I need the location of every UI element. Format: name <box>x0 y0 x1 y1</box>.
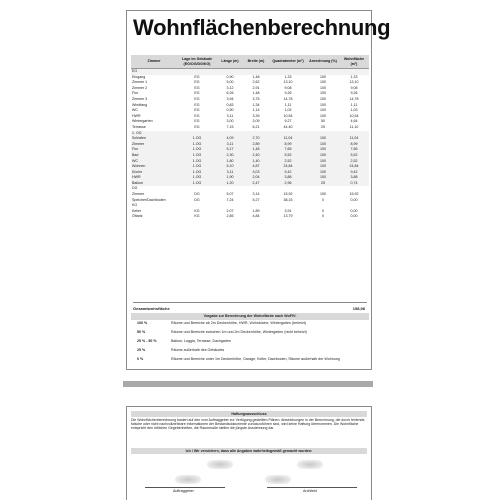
table-cell: DG <box>194 197 200 202</box>
table-cell: 1,34 <box>252 102 260 107</box>
table-cell: 13,10 <box>349 80 359 85</box>
table-cell: 0,83 <box>226 102 234 107</box>
total-value: 158,98 <box>352 306 365 311</box>
table-cell: 0,90 <box>226 108 234 113</box>
table-cell: Flur <box>131 147 177 153</box>
table-cell: 6,21 <box>252 124 260 129</box>
table-cell: 100 <box>307 147 339 153</box>
table-cell: 100 <box>307 175 339 181</box>
table-cell: Wintergarten <box>132 119 153 124</box>
signature-line-left <box>145 487 225 488</box>
total-row <box>133 302 367 311</box>
table-cell: EG <box>194 91 200 96</box>
table-cell: 100 <box>320 113 326 118</box>
table-cell: 1,14 <box>252 108 260 113</box>
table-cell: Schlafen <box>131 136 177 142</box>
table-cell: 1.OG <box>177 136 217 142</box>
table-cell: Eingang <box>132 74 146 79</box>
table-cell: 4,87 <box>243 164 269 170</box>
table-cell: 7,24 <box>226 197 234 202</box>
table-cell: EG <box>194 96 200 101</box>
table-cell: DG <box>194 192 200 197</box>
table-cell: Zimmer 2 <box>132 85 148 90</box>
table-cell: 11,04 <box>269 136 307 142</box>
table-cell: EG <box>194 113 200 118</box>
table-cell: 9,26 <box>350 91 358 96</box>
table-cell: 7,65 <box>339 147 369 153</box>
table-cell: 10,54 <box>283 113 293 118</box>
column-header: Lage im Gebäude (EG/OG/DG/KG) <box>177 55 217 69</box>
legend-percentage: 50 % <box>137 330 146 334</box>
table-cell: Zimmer 3 <box>132 96 148 101</box>
column-header: Anrechnung (%) <box>307 55 339 69</box>
table-cell: EG <box>194 108 200 113</box>
table-cell: 6,26 <box>226 91 234 96</box>
table-cell: 1,33 <box>350 74 358 79</box>
table-cell: 3,91 <box>284 208 292 213</box>
table-cell: 1.OG <box>177 153 217 159</box>
table-cell: 15,92 <box>283 192 293 197</box>
table-cell: 100 <box>307 142 339 148</box>
table-cell: Wohnen <box>131 164 177 170</box>
table-cell: 1,03 <box>350 108 358 113</box>
legend-description: Balkon, Loggia, Terrasse, Dachgarten <box>171 339 232 343</box>
legend-description: Räume und Bereiche unter 1m Deckenhöhe, Garage, Keller, Dachboden, Räume außerhalb der Wohnung <box>171 357 340 361</box>
table-cell: HWR <box>132 113 141 118</box>
table-cell: 0 <box>322 208 324 213</box>
table-cell: 11,04 <box>339 136 369 142</box>
table-cell: 5,27 <box>252 197 260 202</box>
table-cell: 4,09 <box>217 136 243 142</box>
table-cell: 2,47 <box>243 181 269 187</box>
legend-percentage: 0 % <box>137 357 144 361</box>
table-cell: 38,15 <box>283 197 293 202</box>
document-title: Wohnflächenberechnung <box>133 15 391 40</box>
signature-label-architect: Architekt <box>303 489 317 493</box>
table-cell: Windfang <box>132 102 148 107</box>
table-cell: WC <box>132 108 138 113</box>
table-cell: 100 <box>320 108 326 113</box>
table-cell: 14,78 <box>349 96 359 101</box>
table-cell: Keller <box>132 208 142 213</box>
table-cell: 2,89 <box>243 142 269 148</box>
table-cell: 2,52 <box>339 159 369 165</box>
table-cell: 1.OG <box>177 175 217 181</box>
legend-description: Räume und Bereiche zwischen 1m und 2m Deckenhöhe, Wintergarten (nicht beheizt) <box>171 330 307 334</box>
table-cell: 1,48 <box>243 147 269 153</box>
signature-line-right <box>267 487 357 488</box>
table-cell: 2,52 <box>269 159 307 165</box>
column-header: Quadratmeter (m²) <box>269 55 307 69</box>
table-cell: 1.OG <box>177 181 217 187</box>
table-cell: 100 <box>307 136 339 142</box>
page-separator <box>123 381 373 387</box>
table-cell: 9,42 <box>269 170 307 176</box>
table-cell: 24,84 <box>269 164 307 170</box>
table-cell: EG <box>194 102 200 107</box>
table-cell: Zimmer 1 <box>132 80 148 85</box>
table-cell: 100 <box>307 164 339 170</box>
table-cell: 2,91 <box>252 85 260 90</box>
table-cell: EG <box>131 69 177 75</box>
table-cell: 100 <box>320 91 326 96</box>
area-calculation-table <box>131 55 369 220</box>
table-cell: 1,40 <box>243 159 269 165</box>
column-header: Wohnfläche (m²) <box>339 55 369 69</box>
signature-label-client: Auftraggeber <box>173 489 194 493</box>
table-cell: 2,85 <box>226 214 234 219</box>
table-cell: 0,00 <box>350 208 358 213</box>
table-cell: EG <box>194 124 200 129</box>
blurred-stamp <box>207 460 233 469</box>
blurred-signature <box>175 475 201 484</box>
table-cell: KG <box>194 214 200 219</box>
table-cell: 2,07 <box>226 208 234 213</box>
table-cell: 1,33 <box>284 74 292 79</box>
table-cell: Balkon <box>131 181 177 187</box>
table-cell: 1,80 <box>217 159 243 165</box>
table-cell: 2,62 <box>252 80 260 85</box>
table-cell: 1.OG <box>177 142 217 148</box>
table-cell: 9,08 <box>350 85 358 90</box>
table-cell: EG <box>194 80 200 85</box>
table-cell: 1,03 <box>284 108 292 113</box>
table-cell: 100 <box>307 159 339 165</box>
table-header-row <box>131 55 369 69</box>
table-cell: 4,64 <box>350 119 358 124</box>
table-cell: 2,30 <box>217 153 243 159</box>
table-cell: 4,84 <box>252 214 260 219</box>
table-cell: HWR <box>131 175 177 181</box>
table-cell: 100 <box>320 85 326 90</box>
table-cell: 100 <box>307 170 339 176</box>
table-cell: 3,11 <box>217 142 243 148</box>
table-cell: 5,52 <box>269 153 307 159</box>
table-cell: 0 <box>322 197 324 202</box>
table-cell: 11,10 <box>349 124 359 129</box>
table-cell: Zimmer <box>132 192 145 197</box>
table-cell: 25 <box>307 181 339 187</box>
legend-description: Räume und Bereiche ab 2m Deckenhöhe, HWR, Wohnküche, Wintergarten (beheizt) <box>171 321 306 325</box>
table-cell: 25 <box>321 124 325 129</box>
table-cell: 3,00 <box>226 119 234 124</box>
column-header: Länge (m) <box>217 55 243 69</box>
table-cell: 5,52 <box>339 153 369 159</box>
table-cell: 1,11 <box>350 102 358 107</box>
table-cell: Zimmer <box>131 142 177 148</box>
table-cell: 13,10 <box>283 80 293 85</box>
table-cell: 15,92 <box>349 192 359 197</box>
table-cell: 9,42 <box>339 170 369 176</box>
table-cell: 3,12 <box>226 85 234 90</box>
table-cell: 50 <box>321 119 325 124</box>
table-cell: 5,07 <box>226 192 234 197</box>
table-cell: 5,10 <box>217 164 243 170</box>
table-cell: 1.OG <box>177 170 217 176</box>
table-cell: 100 <box>307 153 339 159</box>
blurred-stamp <box>297 460 323 469</box>
table-cell: 1,89 <box>252 208 260 213</box>
table-cell: 0,00 <box>350 197 358 202</box>
table-cell: WC <box>131 159 177 165</box>
blurred-signature <box>265 475 291 484</box>
table-cell: 7,65 <box>269 147 307 153</box>
table-cell: 3,75 <box>252 96 260 101</box>
table-cell: 7,15 <box>226 124 234 129</box>
table-cell: Speicher/Dachboden <box>132 197 166 202</box>
table-cell: 10,54 <box>349 113 359 118</box>
table-cell: EG <box>194 119 200 124</box>
table-cell: Terrasse <box>132 124 146 129</box>
table-cell: 1,48 <box>252 91 260 96</box>
table-cell: KG <box>194 208 200 213</box>
legend-header: Vorgabe zur Berechnung der Wohnfläche nach WoFlV: <box>131 313 369 320</box>
table-cell: 13,79 <box>283 214 293 219</box>
table-cell: 3,39 <box>252 113 260 118</box>
table-cell: 8,99 <box>339 142 369 148</box>
table-cell: 2,70 <box>243 136 269 142</box>
column-header: Zimmer <box>131 55 177 69</box>
document-page-1 <box>126 10 391 370</box>
table-cell: Bad <box>131 153 177 159</box>
table-cell: 3,11 <box>217 170 243 176</box>
table-cell: EG <box>194 85 200 90</box>
table-cell: 3,88 <box>339 175 369 181</box>
table-cell: 0 <box>322 214 324 219</box>
table-cell: 14,78 <box>283 96 293 101</box>
table-cell: 100 <box>320 74 326 79</box>
table-cell: 100 <box>320 96 326 101</box>
table-cell: 3,94 <box>226 96 234 101</box>
total-label: Gesamtwohnfläche <box>133 306 170 311</box>
table-cell: 1,20 <box>217 181 243 187</box>
legend-percentage: 25 % - 50 % <box>137 339 157 343</box>
table-cell: 0,74 <box>339 181 369 187</box>
table-cell: 44,40 <box>283 124 293 129</box>
legend-percentage: 100 % <box>137 321 148 325</box>
table-row <box>131 214 369 220</box>
table-cell: 1.OG <box>177 164 217 170</box>
document-page-2 <box>126 406 372 500</box>
table-cell: 100 <box>320 80 326 85</box>
table-cell: 0,00 <box>350 214 358 219</box>
table-cell: 3,88 <box>269 175 307 181</box>
table-cell: 9,26 <box>284 91 292 96</box>
table-cell: 2,04 <box>243 175 269 181</box>
table-cell: 9,27 <box>284 119 292 124</box>
table-cell: 1,90 <box>217 175 243 181</box>
table-cell: 100 <box>320 102 326 107</box>
table-cell: 2,96 <box>269 181 307 187</box>
table-cell: 1,48 <box>252 74 260 79</box>
table-cell: 3,03 <box>243 170 269 176</box>
confirmation-header: Ich / Wir versichern, dass alle Angaben wahrheitsgemäß gemacht wurden: <box>131 448 367 454</box>
table-cell: KG <box>132 203 138 208</box>
column-header: Breite (m) <box>243 55 269 69</box>
table-cell: EG <box>194 74 200 79</box>
table-cell: 24,84 <box>339 164 369 170</box>
table-cell: 5,00 <box>226 80 234 85</box>
table-cell: Flur <box>132 91 139 96</box>
table-cell: 100 <box>320 192 326 197</box>
table-cell: Küche <box>131 170 177 176</box>
legend-description: Räume außerhalb des Gebäudes <box>171 348 225 352</box>
table-cell: 1.OG <box>177 159 217 165</box>
table-cell: 3,11 <box>226 113 234 118</box>
disclaimer-text: Die Wohnflächenberechnung basiert auf den vom Auftraggeber zur Verfügung gestellten Plänen. Abweichungen in der Berechnung, die durch fehlende, falsche oder nicht nachvollziehbare Informationen der Bestandsdokumente zurückzuführen sind, wird keine Haftung übernommen. Die Wohnfläche entspricht den örtlichen Gegebenheiten, die Raummaße stellen die jüngste Ausdehnung dar. <box>131 418 366 431</box>
table-cell: 0,90 <box>226 74 234 79</box>
legend-percentage: 25 % <box>137 348 146 352</box>
table-cell: 2,40 <box>243 153 269 159</box>
table-cell: 1,11 <box>284 102 292 107</box>
table-cell: 5,17 <box>217 147 243 153</box>
table-cell: 9,08 <box>284 85 292 90</box>
table-cell: DG <box>132 186 138 191</box>
table-cell: 3,09 <box>252 119 260 124</box>
table-cell: 8,99 <box>269 142 307 148</box>
table-cell: 1. OG <box>131 131 177 137</box>
table-cell: 1.OG <box>177 147 217 153</box>
table-cell: Öltank <box>132 214 143 219</box>
table-cell: 3,14 <box>252 192 260 197</box>
disclaimer-header: Haftungsausschluss <box>131 411 367 417</box>
